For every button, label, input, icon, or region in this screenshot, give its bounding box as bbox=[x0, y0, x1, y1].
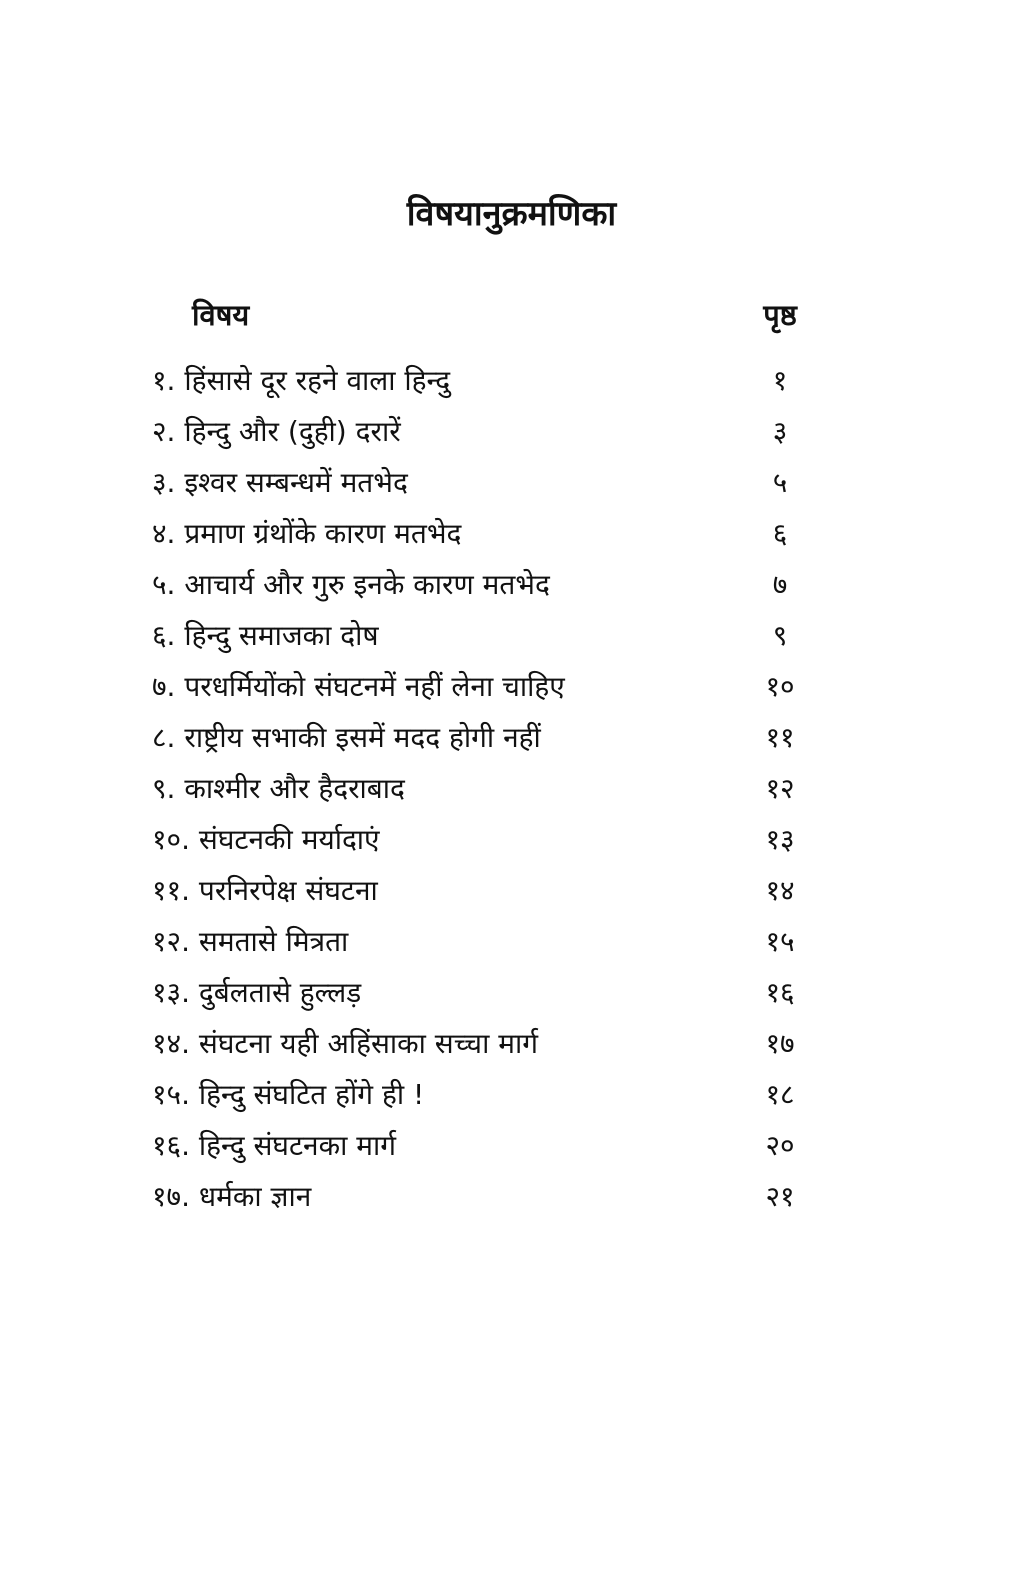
toc-entry bbox=[152, 1017, 872, 1068]
toc-entry-page: २१ bbox=[765, 1179, 795, 1213]
toc-entry-page: ९ bbox=[772, 618, 788, 652]
toc-entry-title: १२. समतासे मित्रता bbox=[152, 924, 349, 958]
toc-entry-title: ७. परधर्मियोंको संघटनमें नहीं लेना चाहिए bbox=[152, 669, 565, 703]
toc-entry-page: १८ bbox=[765, 1077, 795, 1111]
toc-entry-page: ५ bbox=[772, 465, 788, 499]
toc-entry bbox=[152, 762, 872, 813]
toc-entry bbox=[152, 864, 872, 915]
toc-entry-title: ३. इश्वर सम्बन्धमें मतभेद bbox=[152, 465, 408, 499]
toc-entry bbox=[152, 456, 872, 507]
toc-entry bbox=[152, 405, 872, 456]
toc-entry-title: ११. परनिरपेक्ष संघटना bbox=[152, 873, 378, 907]
toc-entry bbox=[152, 966, 872, 1017]
toc-entry-title: १७. धर्मका ज्ञान bbox=[152, 1179, 312, 1213]
toc-entry-page: १३ bbox=[765, 822, 795, 856]
toc-entry-title: १०. संघटनकी मर्यादाएं bbox=[152, 822, 380, 856]
toc-entry-page: २० bbox=[765, 1128, 795, 1162]
toc-entry bbox=[152, 660, 872, 711]
toc-entry-title: १३. दुर्बलतासे हुल्लड़ bbox=[152, 975, 362, 1009]
toc-entry bbox=[152, 1170, 872, 1221]
toc-entry-page: १ bbox=[772, 363, 788, 397]
toc-entry bbox=[152, 1068, 872, 1119]
table-of-contents bbox=[152, 354, 872, 1221]
column-header-page: पृष्ठ bbox=[763, 298, 797, 332]
toc-entry-title: १४. संघटना यही अहिंसाका सच्चा मार्ग bbox=[152, 1026, 538, 1060]
toc-entry-page: १४ bbox=[765, 873, 795, 907]
toc-entry bbox=[152, 711, 872, 762]
toc-entry-title: १५. हिन्दु संघटित होंगे ही ! bbox=[152, 1077, 425, 1111]
toc-entry-title: २. हिन्दु और (दुही) दरारें bbox=[152, 414, 401, 448]
toc-entry-page: ७ bbox=[772, 567, 788, 601]
toc-entry-page: १७ bbox=[765, 1026, 795, 1060]
toc-entry-title: ८. राष्ट्रीय सभाकी इसमें मदद होगी नहीं bbox=[152, 720, 541, 754]
toc-entry-page: १५ bbox=[765, 924, 795, 958]
toc-entry-title: ९. काश्मीर और हैदराबाद bbox=[152, 771, 405, 805]
toc-entry-title: १. हिंसासे दूर रहने वाला हिन्दु bbox=[152, 363, 451, 397]
column-header-subject: विषय bbox=[192, 298, 250, 332]
toc-entry-page: ११ bbox=[765, 720, 795, 754]
toc-entry-title: १६. हिन्दु संघटनका मार्ग bbox=[152, 1128, 397, 1162]
toc-entry-page: १० bbox=[765, 669, 795, 703]
toc-entry-title: ६. हिन्दु समाजका दोष bbox=[152, 618, 379, 652]
toc-entry-title: ५. आचार्य और गुरु इनके कारण मतभेद bbox=[152, 567, 550, 601]
toc-entry bbox=[152, 813, 872, 864]
toc-entry bbox=[152, 609, 872, 660]
toc-entry bbox=[152, 354, 872, 405]
toc-entry bbox=[152, 558, 872, 609]
toc-entry-page: १२ bbox=[765, 771, 795, 805]
toc-entry-title: ४. प्रमाण ग्रंथोंके कारण मतभेद bbox=[152, 516, 462, 550]
page-title: विषयानुक्रमणिका bbox=[406, 194, 617, 234]
toc-entry-page: ३ bbox=[772, 414, 788, 448]
toc-entry-page: ६ bbox=[772, 516, 788, 550]
toc-entry bbox=[152, 1119, 872, 1170]
toc-entry bbox=[152, 507, 872, 558]
toc-entry bbox=[152, 915, 872, 966]
toc-entry-page: १६ bbox=[765, 975, 795, 1009]
